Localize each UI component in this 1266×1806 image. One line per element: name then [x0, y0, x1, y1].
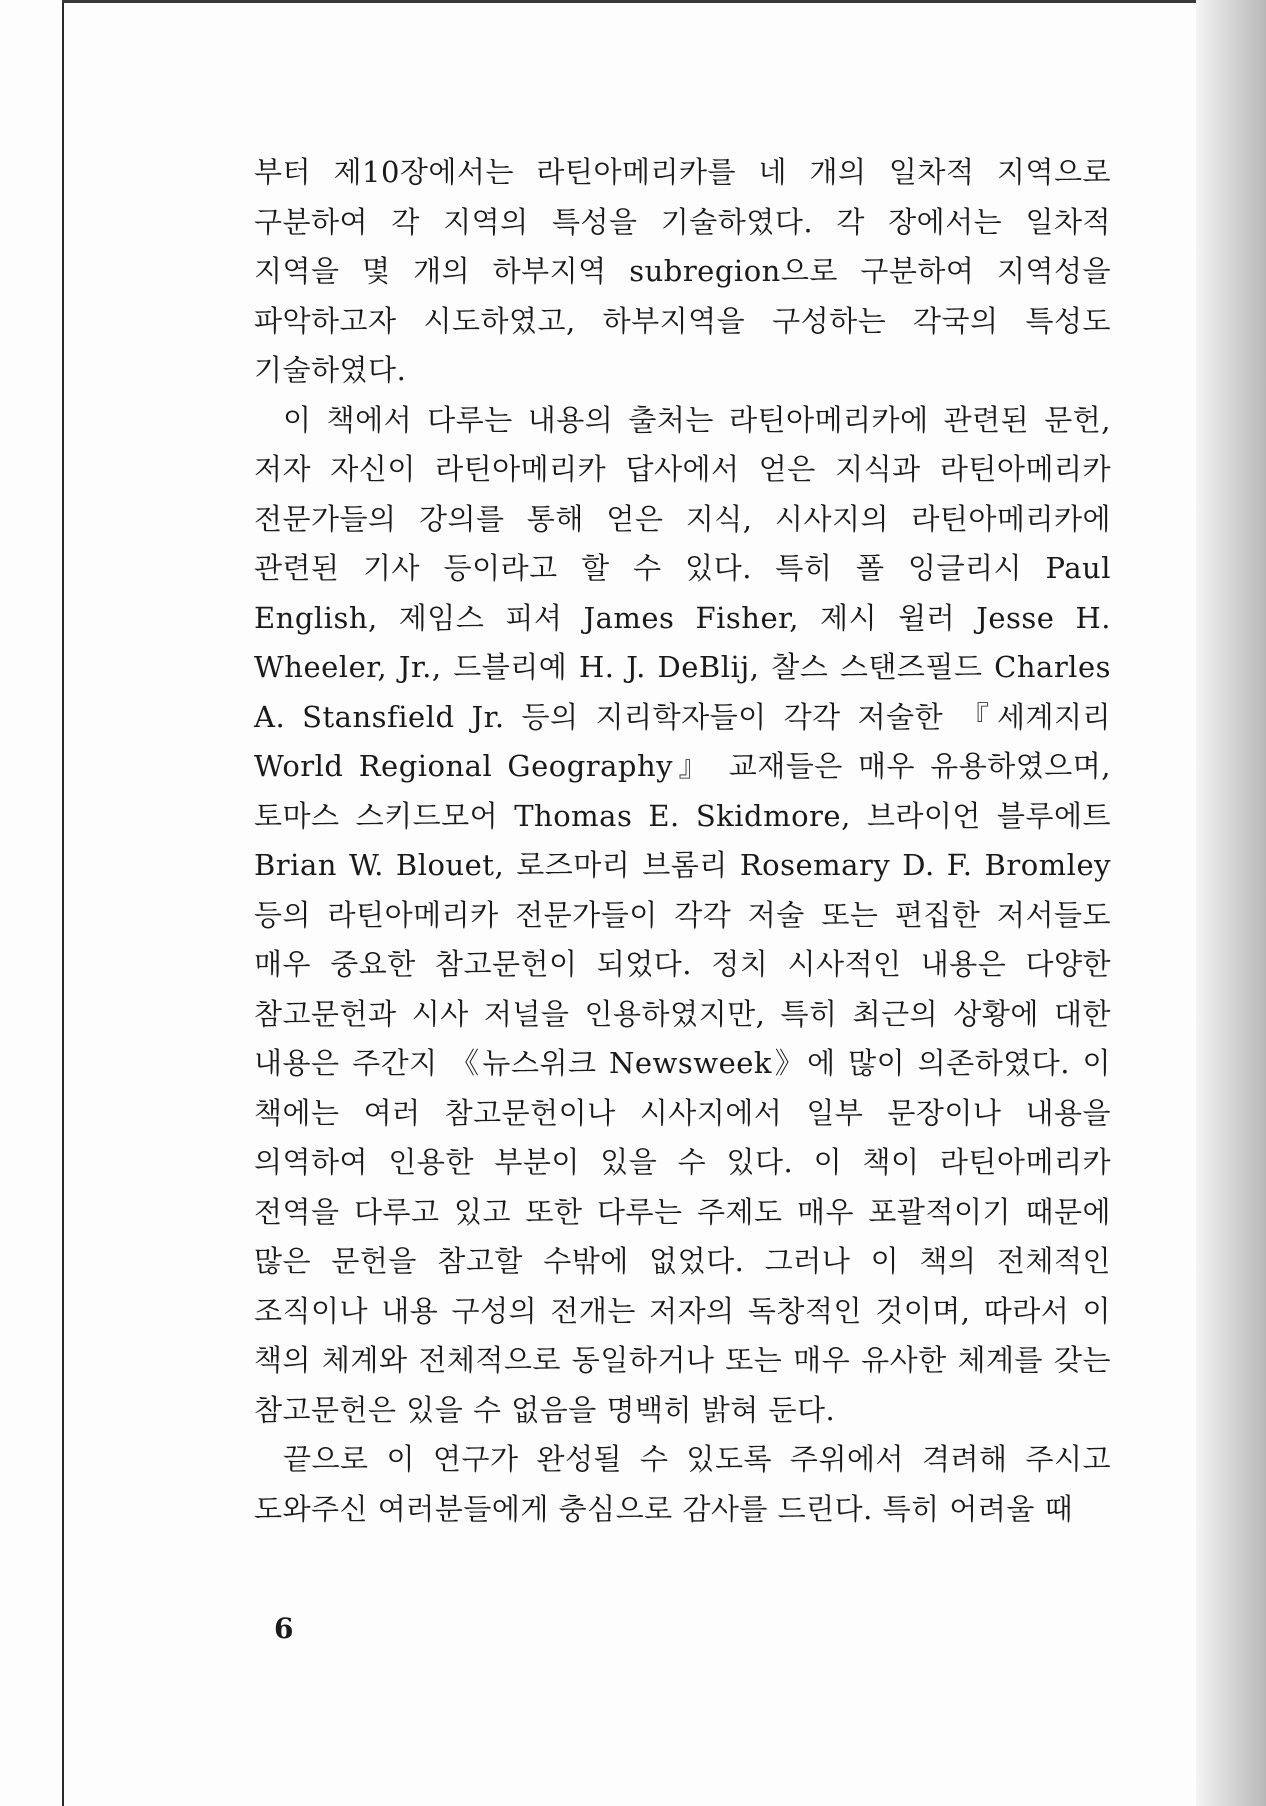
page-number: 6	[274, 1612, 294, 1645]
page-gutter-shadow	[1196, 0, 1266, 1806]
paragraph-2: 이 책에서 다루는 내용의 출처는 라틴아메리카에 관련된 문헌, 저자 자신이 라틴아메리카 답사에서 얻은 지식과 라틴아메리카 전문가들의 강의를 통해 얻은 지식, 시사지의 라틴아메리카에 관련된 기사 등이라고 할 수 있다. 특히 폴 잉글리시 Paul English, 제임스 피셔 James Fisher, 제시 윌러 Jesse H. Wheeler, Jr., 드블리예 H. J. DeBlij, 찰스 스탠즈필드 Charles A. Stansfield Jr. 등의 지리학자들이 각각 저술한 『세계지리 World Regional Geography』 교재들은 매우 유용하였으며, 토마스 스키드모어 Thomas E. Skidmore, 브라이언 블루에트 Brian W. Blouet, 로즈마리 브롬리 Rosemary D. F. Bromley 등의 라틴아메리카 전문가들이 각각 저술 또는 편집한 저서들도 매우 중요한 참고문헌이 되었다. 정치 시사적인 내용은 다양한 참고문헌과 시사 저널을 인용하였지만, 특히 최근의 상황에 대한 내용은 주간지 《뉴스위크 Newsweek》에 많이 의존하였다. 이 책에는 여러 참고문헌이나 시사지에서 일부 문장이나 내용을 의역하여 인용한 부분이 있을 수 있다. 이 책이 라틴아메리카 전역을 다루고 있고 또한 다루는 주제도 매우 포괄적이기 때문에 많은 문헌을 참고할 수밖에 없었다. 그러나 이 책의 전체적인 조직이나 내용 구성의 전개는 저자의 독창적인 것이며, 따라서 이 책의 체계와 전체적으로 동일하거나 또는 매우 유사한 체계를 갖는 참고문헌은 있을 수 없음을 명백히 밝혀 둔다.	[254, 402, 1111, 1427]
body-text	[254, 148, 1111, 1534]
paragraph-1: 부터 제10장에서는 라틴아메리카를 네 개의 일차적 지역으로 구분하여 각 지역의 특성을 기술하였다. 각 장에서는 일차적 지역을 몇 개의 하부지역 subregion으로 구분하여 지역성을 파악하고자 시도하였고, 하부지역을 구성하는 각국의 특성도 기술하였다.	[254, 155, 1111, 387]
page-top-edge	[62, 0, 1202, 3]
paragraph-3: 끝으로 이 연구가 완성될 수 있도록 주위에서 격려해 주시고 도와주신 여러분들에게 충심으로 감사를 드린다. 특히 어려울 때	[254, 1442, 1111, 1526]
page-left-edge	[62, 0, 64, 1806]
